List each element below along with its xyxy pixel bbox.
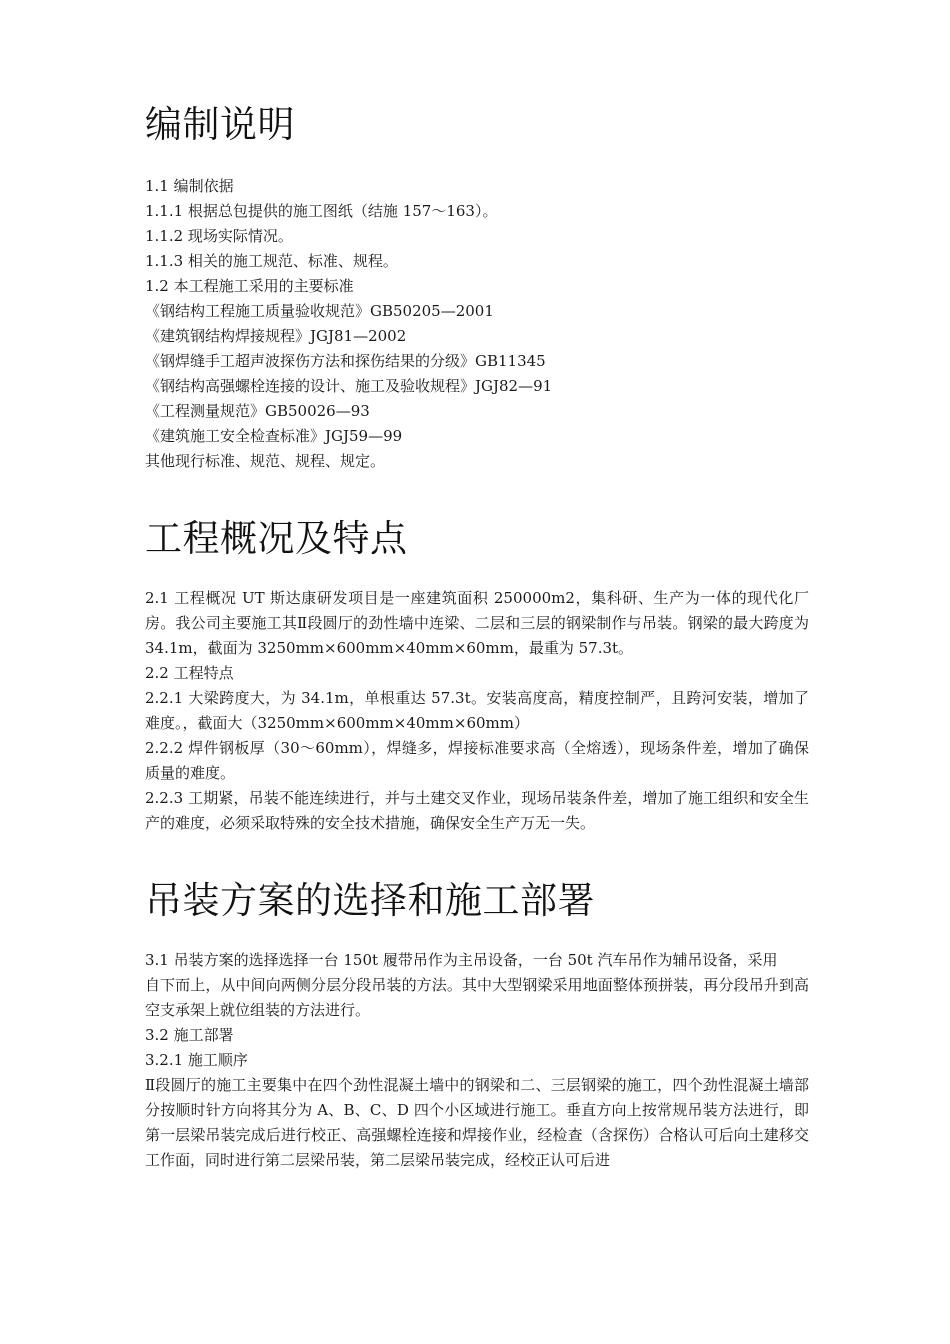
standard-item: 《建筑施工安全检查标准》JGJ59—99 [145, 427, 403, 445]
paragraph: 2.2 工程特点 [145, 664, 234, 682]
text-line: 1.2 本工程施工采用的主要标准 [145, 277, 354, 295]
section-body [145, 948, 809, 1173]
paragraph: 2.2.2 焊件钢板厚（30～60mm），焊缝多，焊接标准要求高（全熔透），现场条件差，增加了确保质量的难度。 [145, 739, 809, 782]
paragraph: 3.1 吊装方案的选择选择一台 150t 履带吊作为主吊设备，一台 50t 汽车吊作为辅吊设备，采用 [145, 951, 778, 969]
standard-item: 《钢结构高强螺栓连接的设计、施工及验收规程》JGJ82—91 [145, 377, 553, 395]
section-heading: 编制说明 [145, 103, 295, 146]
section-body [145, 586, 809, 836]
paragraph: 2.2.1 大梁跨度大，为 34.1m，单根重达 57.3t。安装高度高，精度控制严，且跨河安装，增加了难度。，截面大（3250mm×600mm×40mm×60mm） [145, 689, 809, 732]
text-line: 1.1.3 相关的施工规范、标准、规程。 [145, 252, 398, 270]
document-body [145, 100, 809, 1173]
standard-item: 《建筑钢结构焊接规程》JGJ81—2002 [145, 327, 407, 345]
text-line: 1.1 编制依据 [145, 177, 234, 195]
paragraph: Ⅱ段圆厅的施工主要集中在四个劲性混凝土墙中的钢梁和二、三层钢梁的施工，四个劲性混凝土墙部分按顺时针方向将其分为 A、B、C、D 四个小区域进行施工。垂直方向上按常规吊装方法进行，即第一层梁吊装完成后进行校正、高强螺栓连接和焊接作业，经检查（含探伤）合格认可后向土建移交工作面，同时进行第二层梁吊装，第二层梁吊装完成，经校正认可后进 [145, 1076, 809, 1169]
paragraph: 3.2.1 施工顺序 [145, 1051, 248, 1069]
section-heading: 吊装方案的选择和施工部署 [145, 879, 595, 922]
standard-item: 《工程测量规范》GB50026—93 [145, 402, 370, 420]
text-line: 其他现行标准、规范、规程、规定。 [145, 452, 386, 470]
section-project-overview [145, 514, 809, 836]
text-line: 1.1.1 根据总包提供的施工图纸（结施 157～163）。 [145, 202, 498, 220]
paragraph: 自下而上，从中间向两侧分层分段吊装的方法。其中大型钢梁采用地面整体预拼装，再分段吊升到高空支承架上就位组装的方法进行。 [145, 976, 809, 1019]
standard-item: 《钢结构工程施工质量验收规范》GB50205—2001 [145, 302, 494, 320]
section-heading: 工程概况及特点 [145, 517, 408, 560]
text-line: 1.1.2 现场实际情况。 [145, 227, 293, 245]
paragraph: 2.1 工程概况 UT 斯达康研发项目是一座建筑面积 250000m2，集科研、生产为一体的现代化厂房。我公司主要施工其Ⅱ段圆厅的劲性墙中连梁、二层和三层的钢梁制作与吊装。钢梁的最大跨度为 34.1m，截面为 3250mm×600mm×40mm×60mm，最重为 57.3t。 [145, 589, 809, 657]
section-body [145, 174, 809, 474]
paragraph: 3.2 施工部署 [145, 1026, 234, 1044]
paragraph: 2.2.3 工期紧，吊装不能连续进行，并与土建交叉作业，现场吊装条件差，增加了施工组织和安全生产的难度，必须采取特殊的安全技术措施，确保安全生产万无一失。 [145, 789, 809, 832]
section-lifting-plan [145, 876, 809, 1173]
standard-item: 《钢焊缝手工超声波探伤方法和探伤结果的分级》GB11345 [145, 352, 546, 370]
section-compilation-notes [145, 100, 809, 474]
